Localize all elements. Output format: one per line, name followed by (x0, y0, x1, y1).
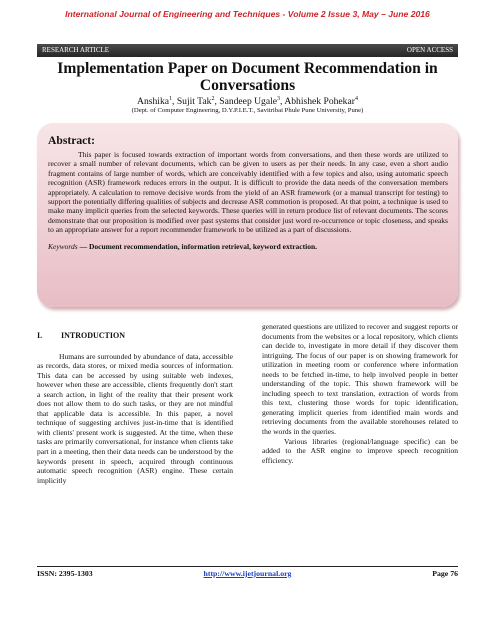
journal-header: International Journal of Engineering and Techniques - Volume 2 Issue 3, May – June 2016 (65, 9, 430, 19)
body-paragraph: generated questions are utilized to recover and suggest reports or documents from the websites or a local repository, which clients can decide to, investigate in more detail if they discover them intriguing. The focus of our paper is on showing framework for utilization in meeting room or conference where information needs to be fetched in-time, to help involved people in better understanding of the topic. This shown framework will be including speech to text translation, extraction of words from this text, clustering those words for topic identification, generating implicit queries from identified main words and retrieving documents from the available storehouses related to the words in the queries. (262, 322, 458, 437)
author-list: Anshika$^1$, Sujit Tak$^2$, Sandeep Ugale$^3$, Abhishek Pohekar$^4$ (137, 96, 358, 108)
author-name: Sujit Tak (176, 96, 212, 108)
abstract-heading: Abstract: (48, 134, 96, 147)
footer-issn: ISSN: 2395-1303 (37, 569, 93, 578)
keywords-label: Keywords (48, 241, 78, 251)
section-heading (37, 331, 233, 341)
author-affiliation-mark: 1 (169, 96, 173, 102)
author-name: Anshika (137, 96, 170, 108)
body-paragraph: Humans are surrounded by abundance of data, accessible as records, data stores, or mixed media sources of information. This data can be accessed by using suitable web indexes, however when these are accessible, clients frequently don't start a search action, in light of the reality that their present work does not allow them to do such tasks, or they are not mindful that applicable data is accessible. In this paper, a novel technique of suggesting archives just-in-time that is identified with clients' present work is suggested. At the time, when these tasks are primarily conversational, for instance when clients take part in a meeting, then their data needs can be understood by the keywords present in speech, acquired through continuous automatic speech recognition (ASR) engine. These certain implicitly (37, 351, 233, 485)
left-column (37, 322, 233, 485)
research-article-label: RESEARCH ARTICLE (42, 46, 110, 54)
right-column (262, 322, 458, 465)
footer-page-number: Page 76 (432, 569, 458, 578)
abstract-box (37, 123, 458, 307)
footer-journal-link[interactable]: http://www.ijetjournal.org (203, 569, 292, 578)
paper-title: Implementation Paper on Document Recommendation in Conversations (57, 60, 438, 94)
article-type-bar (37, 44, 458, 57)
author-name: Sandeep Ugale (219, 96, 278, 108)
keywords-text: — Document recommendation, information retrieval, keyword extraction. (79, 241, 317, 251)
keywords-line (48, 242, 448, 251)
abstract-text: This paper is focused towards extraction of important words from conversations, and then these words are utilized to recover a small number of relevant documents, which can be given to users as per their needs. In any case, even a short audio fragment contains of large number of words, which are conceivably identified with a few topics and also, using automatic speech recognition (ASR) framework reduces errors in the output. It is difficult to provide the data needs of the conversation members appropriately. A calculation to remove decisive words from the yield of an ASR framework (or a manual transcript for testing) to support the potentially differing qualities of subjects and decrease ASR commotion is proposed. At that point, a technique is used to make many implicit queries from the selected keywords. These queries will in return produce list of relevant documents. The scores demonstrate that our proposition is modified over past systems that consider just word re-occurrence or topic closeness, and speaks to an appropriate answer for a report recommender framework to be utilized as a part of discussions. (48, 150, 448, 235)
section-number: I. (37, 331, 43, 340)
open-access-label: OPEN ACCESS (406, 46, 453, 54)
author-affiliation-mark: 4 (354, 96, 358, 102)
author-affiliation-mark: 2 (211, 96, 215, 102)
affiliation: (Dept. of Computer Engineering, D.Y.P.I.E.T., Savitribai Phule Pune University, Pune) (131, 107, 364, 114)
body-paragraph: Various libraries (regional/language specific) can be added to the ASR engine to improve speech recognition efficiency. (262, 436, 458, 465)
author-affiliation-mark: 3 (277, 96, 281, 102)
author-name: Abhishek Pohekar (284, 96, 355, 108)
section-title: INTRODUCTION (61, 331, 126, 340)
footer-divider (37, 566, 458, 567)
